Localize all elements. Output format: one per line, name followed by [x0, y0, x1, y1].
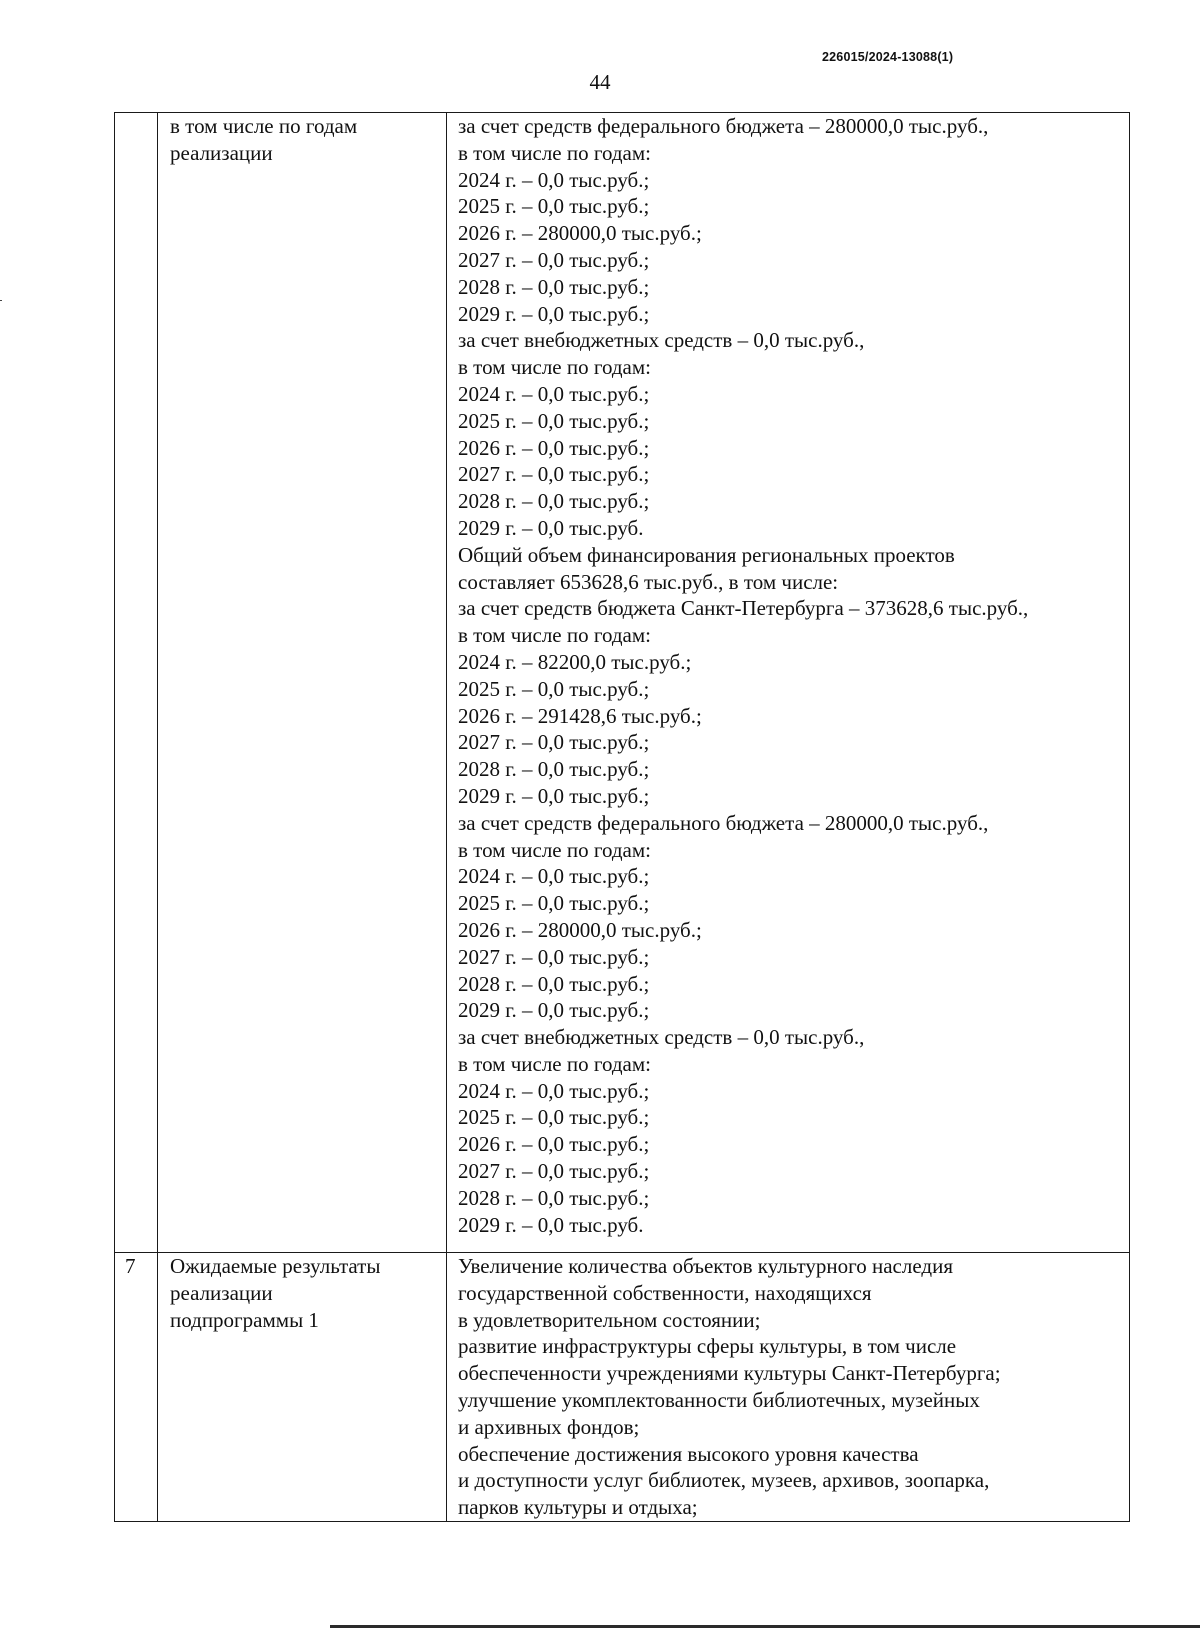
document-id: 226015/2024-13088(1)	[822, 50, 954, 64]
content-line: 2028 г. – 0,0 тыс.руб.;	[458, 489, 650, 514]
table-row	[115, 113, 1130, 1253]
content-line: государственной собственности, находящихся	[458, 1280, 872, 1305]
label-line: реализации	[170, 140, 273, 165]
content-line: Увеличение количества объектов культурного наследия	[458, 1254, 953, 1278]
content-line: 2028 г. – 0,0 тыс.руб.;	[458, 757, 650, 782]
content-line: 2024 г. – 0,0 тыс.руб.;	[458, 864, 650, 889]
row-number-cell	[115, 113, 158, 1253]
content-line: и доступности услуг библиотек, музеев, архивов, зоопарка,	[458, 1468, 990, 1493]
content-line: 2028 г. – 0,0 тыс.руб.;	[458, 274, 650, 299]
content-line: 2026 г. – 280000,0 тыс.руб.;	[458, 917, 702, 942]
content-line: в удовлетворительном состоянии;	[458, 1307, 761, 1332]
content-line: 2028 г. – 0,0 тыс.руб.;	[458, 971, 650, 996]
scan-bottom-rule	[330, 1625, 1200, 1628]
content-line: парков культуры и отдыха;	[458, 1495, 698, 1520]
content-line: Общий объем финансирования региональных проектов	[458, 542, 955, 567]
content-line: 2024 г. – 0,0 тыс.руб.;	[458, 381, 650, 406]
row-content-cell	[447, 1253, 1130, 1522]
row-content-cell	[447, 113, 1130, 1253]
content-line: 2027 г. – 0,0 тыс.руб.;	[458, 730, 650, 755]
row-label-cell	[158, 1253, 447, 1522]
row-number: 7	[125, 1254, 136, 1278]
content-line: 2024 г. – 0,0 тыс.руб.;	[458, 1078, 650, 1103]
content-line: за счет средств федерального бюджета – 280000,0 тыс.руб.,	[458, 810, 989, 835]
content-line: в том числе по годам:	[458, 140, 651, 165]
content-line: 2024 г. – 82200,0 тыс.руб.;	[458, 649, 692, 674]
content-line: в том числе по годам:	[458, 837, 651, 862]
content-line: улучшение укомплектованности библиотечных, музейных	[458, 1387, 980, 1412]
content-line: обеспеченности учреждениями культуры Санкт-Петербурга;	[458, 1361, 1001, 1386]
content-line: 2025 г. – 0,0 тыс.руб.;	[458, 408, 650, 433]
content-line: 2028 г. – 0,0 тыс.руб.;	[458, 1185, 650, 1210]
content-line: за счет средств бюджета Санкт-Петербурга – 373628,6 тыс.руб.,	[458, 596, 1029, 621]
content-line: 2026 г. – 0,0 тыс.руб.;	[458, 1132, 650, 1157]
label-line: Ожидаемые результаты	[170, 1254, 381, 1278]
content-line: 2029 г. – 0,0 тыс.руб.	[458, 1212, 644, 1237]
content-line: 2025 г. – 0,0 тыс.руб.;	[458, 194, 650, 219]
content-line: 2027 г. – 0,0 тыс.руб.;	[458, 462, 650, 487]
label-line: подпрограммы 1	[170, 1307, 319, 1332]
content-line: 2026 г. – 291428,6 тыс.руб.;	[458, 703, 702, 728]
content-line: 2025 г. – 0,0 тыс.руб.;	[458, 1105, 650, 1130]
content-line: 2029 г. – 0,0 тыс.руб.;	[458, 998, 650, 1023]
content-line: и архивных фондов;	[458, 1414, 640, 1439]
content-line: составляет 653628,6 тыс.руб., в том числе:	[458, 569, 839, 594]
content-line: 2025 г. – 0,0 тыс.руб.;	[458, 676, 650, 701]
content-line: в том числе по годам:	[458, 1051, 651, 1076]
content-line: в том числе по годам:	[458, 355, 651, 380]
content-line: 2027 г. – 0,0 тыс.руб.;	[458, 1159, 650, 1184]
content-line: в том числе по годам:	[458, 623, 651, 648]
program-passport-table	[114, 112, 1130, 1522]
row-label-cell	[158, 113, 447, 1253]
content-line: 2026 г. – 280000,0 тыс.руб.;	[458, 221, 702, 246]
content-line: 2025 г. – 0,0 тыс.руб.;	[458, 891, 650, 916]
content-line: 2026 г. – 0,0 тыс.руб.;	[458, 435, 650, 460]
content-line: за счет средств федерального бюджета – 280000,0 тыс.руб.,	[458, 114, 989, 138]
content-line: за счет внебюджетных средств – 0,0 тыс.руб.,	[458, 328, 865, 353]
content-line: обеспечение достижения высокого уровня качества	[458, 1441, 919, 1466]
scan-edge-mark	[0, 300, 2, 301]
table-row	[115, 1253, 1130, 1522]
content-line: 2029 г. – 0,0 тыс.руб.	[458, 515, 644, 540]
label-line: в том числе по годам	[170, 114, 358, 138]
row-number-cell	[115, 1253, 158, 1522]
content-line: развитие инфраструктуры сферы культуры, в том числе	[458, 1334, 957, 1359]
content-line: за счет внебюджетных средств – 0,0 тыс.руб.,	[458, 1025, 865, 1050]
content-line: 2024 г. – 0,0 тыс.руб.;	[458, 167, 650, 192]
content-line: 2027 г. – 0,0 тыс.руб.;	[458, 247, 650, 272]
content-line: 2027 г. – 0,0 тыс.руб.;	[458, 944, 650, 969]
content-line: 2029 г. – 0,0 тыс.руб.;	[458, 783, 650, 808]
content-line: 2029 г. – 0,0 тыс.руб.;	[458, 301, 650, 326]
page-number: 44	[589, 70, 611, 94]
table-body	[115, 113, 1130, 1522]
label-line: реализации	[170, 1280, 273, 1305]
